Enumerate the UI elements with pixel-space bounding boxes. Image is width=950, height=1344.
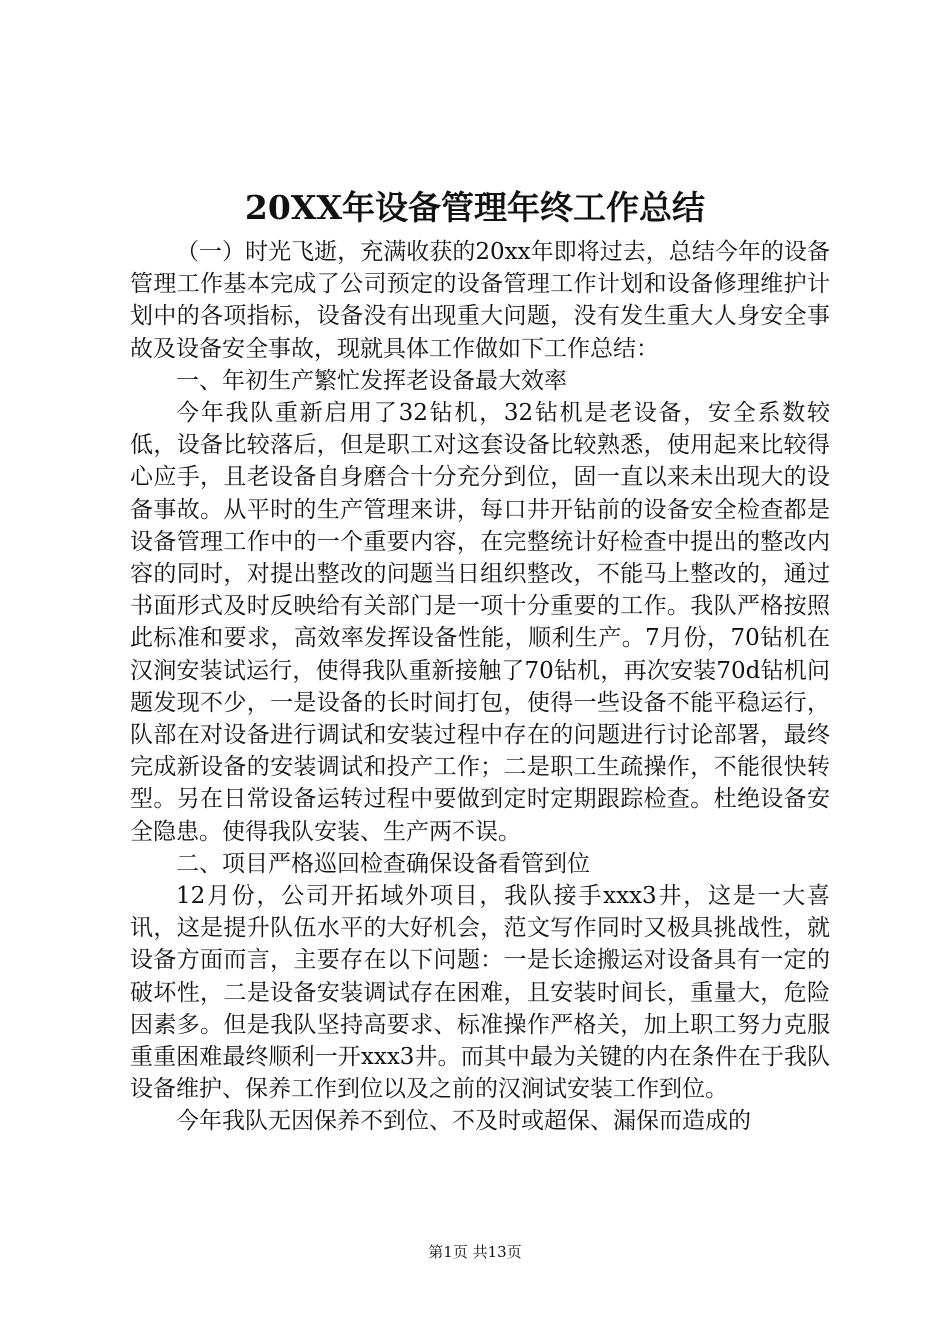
- document-body: [130, 236, 830, 1138]
- paragraph-section-1: 今年我队重新启用了32钻机，32钻机是老设备，安全系数较低，设备比较落后，但是职工对这套设备比较熟悉，使用起来比较得心应手，且老设备自身磨合十分充分到位，固一直以来未出现大的设备事故。从平时的生产管理来讲，每口井开钻前的设备安全检查都是设备管理工作中的一个重要内容，在完整统计好检查中提出的整改内容的同时，对提出整改的问题当日组织整改，不能马上整改的，通过书面形式及时反映给有关部门是一项十分重要的工作。我队严格按照此标准和要求，高效率发挥设备性能，顺利生产。7月份，70钻机在汉涧安装试运行，使得我队重新接触了70钻机，再次安装70d钻机问题发现不少，一是设备的长时间打包，使得一些设备不能平稳运行，队部在对设备进行调试和安装过程中存在的问题进行讨论部署，最终完成新设备的安装调试和投产工作；二是职工生疏操作，不能很快转型。另在日常设备运转过程中要做到定时定期跟踪检查。杜绝设备安全隐患。使得我队安装、生产两不误。: [130, 400, 830, 845]
- section-heading-1: 一、年初生产繁忙发挥老设备最大效率: [176, 367, 567, 394]
- section-heading-2: 二、项目严格巡回检查确保设备看管到位: [176, 850, 590, 877]
- paragraph-intro: （一）时光飞逝，充满收获的20xx年即将过去，总结今年的设备管理工作基本完成了公司预定的设备管理工作计划和设备修理维护计划中的各项指标，设备没有出现重大问题，没有发生重大人身安全事故及设备安全事故，现就具体工作做如下工作总结：: [130, 239, 830, 362]
- paragraph-section-2: 12月份，公司开拓域外项目，我队接手xxx3井，这是一大喜讯，这是提升队伍水平的大好机会，范文写作同时又极具挑战性，就设备方面而言，主要存在以下问题：一是长途搬运对设备具有一定的破坏性，二是设备安装调试存在困难，且安装时间长，重量大，危险因素多。但是我队坚持高要求、标准操作严格关，加上职工努力克服重重困难最终顺利一开xxx3井。而其中最为关键的内在条件在于我队设备维护、保养工作到位以及之前的汉涧试安装工作到位。: [130, 883, 830, 1103]
- paragraph-continued: 今年我队无因保养不到位、不及时或超保、漏保而造成的: [176, 1108, 751, 1135]
- document-title: 20XX年设备管理年终工作总结: [244, 188, 706, 227]
- page-footer: 第1页 共13页: [428, 1243, 522, 1261]
